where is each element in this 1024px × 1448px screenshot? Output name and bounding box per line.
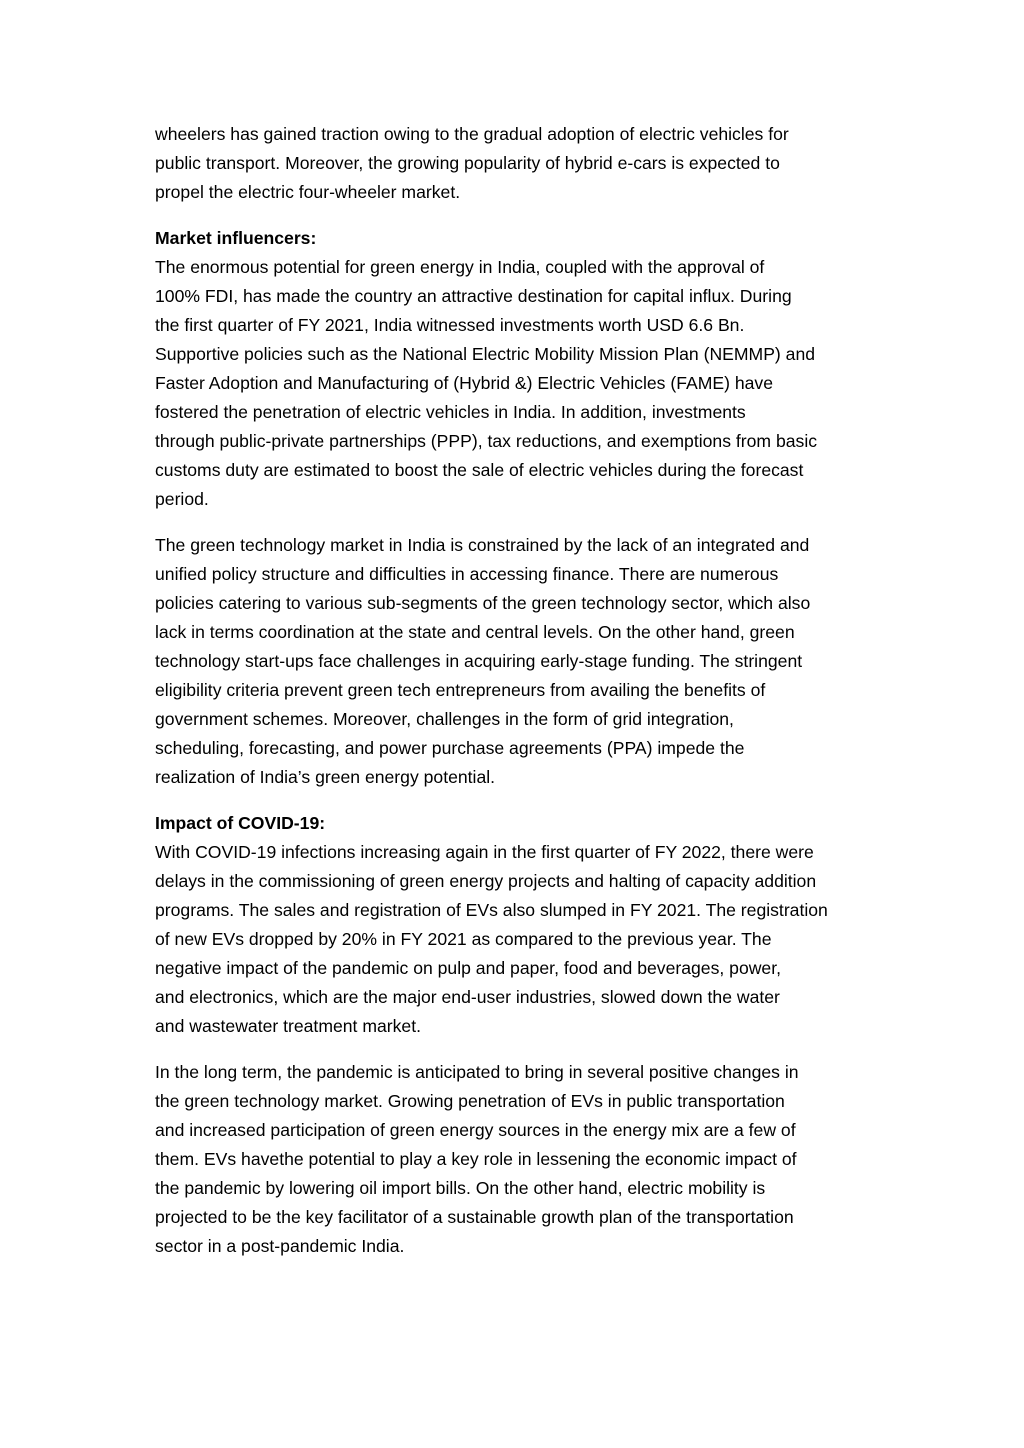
text-line: projected to be the key facilitator of a sustainable growth plan of the transportation [155,1207,794,1227]
text-line: policies catering to various sub-segments of the green technology sector, which also [155,593,811,613]
text-line: them. EVs havethe potential to play a key role in lessening the economic impact of [155,1149,797,1169]
text-line: realization of India’s green energy potential. [155,767,496,787]
section-heading: Impact of COVID-19: [155,813,326,833]
text-line: The enormous potential for green energy in India, coupled with the approval of [155,257,765,277]
body-paragraph [155,253,880,514]
text-line: customs duty are estimated to boost the sale of electric vehicles during the forecast [155,460,804,480]
body-paragraph [155,838,880,1041]
body-paragraph [155,1058,880,1261]
text-line: eligibility criteria prevent green tech entrepreneurs from availing the benefits of [155,680,766,700]
text-line: technology start-ups face challenges in acquiring early-stage funding. The stringent [155,651,803,671]
text-line: Faster Adoption and Manufacturing of (Hybrid &) Electric Vehicles (FAME) have [155,373,774,393]
text-line: unified policy structure and difficulties in accessing finance. There are numerous [155,564,779,584]
text-line: through public-private partnerships (PPP), tax reductions, and exemptions from basic [155,431,818,451]
text-line: and wastewater treatment market. [155,1016,421,1036]
text-line: the green technology market. Growing penetration of EVs in public transportation [155,1091,785,1111]
text-line: and electronics, which are the major end-user industries, slowed down the water [155,987,780,1007]
text-line: wheelers has gained traction owing to the gradual adoption of electric vehicles for [155,124,789,144]
text-line: delays in the commissioning of green energy projects and halting of capacity addition [155,871,817,891]
text-line: propel the electric four-wheeler market. [155,182,461,202]
text-line: The green technology market in India is constrained by the lack of an integrated and [155,535,810,555]
text-line: In the long term, the pandemic is anticipated to bring in several positive changes in [155,1062,799,1082]
body-paragraph [155,531,880,792]
text-line: negative impact of the pandemic on pulp and paper, food and beverages, power, [155,958,781,978]
text-line: period. [155,489,209,509]
text-line: and increased participation of green energy sources in the energy mix are a few of [155,1120,796,1140]
text-line: government schemes. Moreover, challenges in the form of grid integration, [155,709,734,729]
text-line: Supportive policies such as the National Electric Mobility Mission Plan (NEMMP) and [155,344,816,364]
text-line: the pandemic by lowering oil import bills. On the other hand, electric mobility is [155,1178,766,1198]
text-line: 100% FDI, has made the country an attractive destination for capital influx. During [155,286,792,306]
text-line: the first quarter of FY 2021, India witnessed investments worth USD 6.6 Bn. [155,315,745,335]
text-line: of new EVs dropped by 20% in FY 2021 as compared to the previous year. The [155,929,772,949]
text-line: With COVID-19 infections increasing again in the first quarter of FY 2022, there were [155,842,814,862]
market-influencers-section [155,224,880,792]
intro-paragraph [155,120,880,207]
text-line: lack in terms coordination at the state and central levels. On the other hand, green [155,622,795,642]
document-page [155,120,880,1278]
text-line: sector in a post-pandemic India. [155,1236,405,1256]
text-line: public transport. Moreover, the growing popularity of hybrid e-cars is expected to [155,153,780,173]
section-heading: Market influencers: [155,228,317,248]
covid-impact-section [155,809,880,1261]
text-line: fostered the penetration of electric vehicles in India. In addition, investments [155,402,746,422]
text-line: programs. The sales and registration of EVs also slumped in FY 2021. The registration [155,900,828,920]
text-line: scheduling, forecasting, and power purchase agreements (PPA) impede the [155,738,745,758]
